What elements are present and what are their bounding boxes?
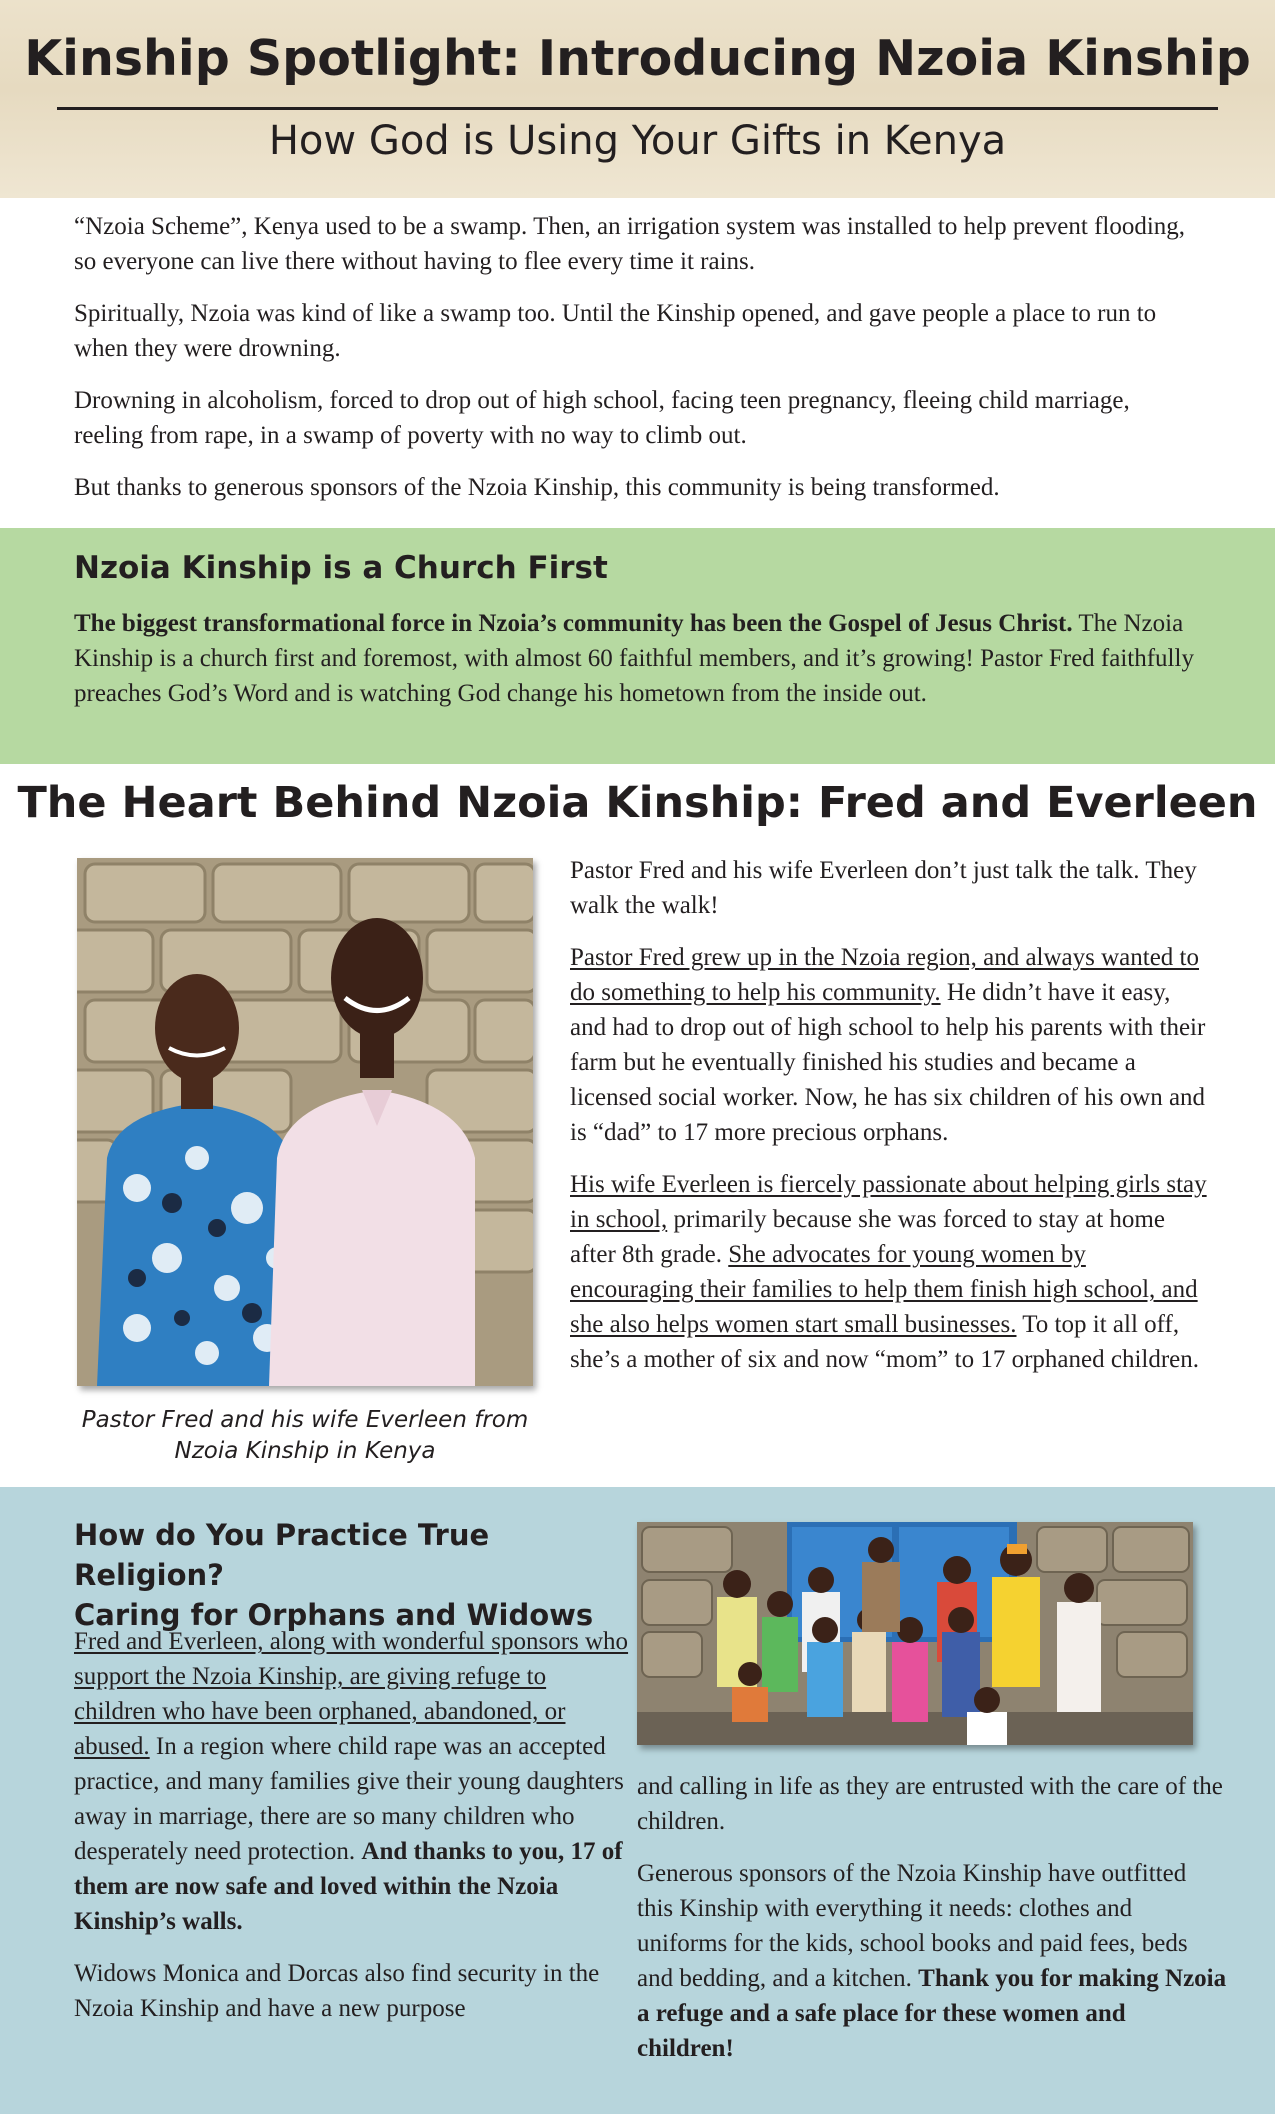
intro-paragraph-2: Spiritually, Nzoia was kind of like a swamp too. Until the Kinship opened, and gave people a place to run to when they were drowning.: [74, 300, 1157, 362]
widows-paragraph-continued: and calling in life as they are entrusted with the care of the children.: [637, 1773, 1223, 1835]
heart-section-title: The Heart Behind Nzoia Kinship: Fred and Everleen: [17, 778, 1258, 828]
title-divider: [57, 107, 1218, 110]
church-first-bold-lead: The biggest transformational force in Nzoia’s community has been the Gospel of Jesus Christ.: [74, 610, 1073, 637]
church-first-body: The Nzoia Kinship is a church first and foremost, with almost 60 faithful members, and it’s growing! Pastor Fred faithfully preaches God’s Word and is watching God change his hometown from the inside out.: [74, 610, 1194, 707]
header-banner: [0, 0, 1275, 198]
photo-caption: Pastor Fred and his wife Everleen from Nzoia Kinship in Kenya: [81, 1407, 529, 1464]
children-group-photo-art: [637, 1522, 1193, 1745]
heart-paragraph-3-underlined-2: She advocates for young women by encouraging their families to help them finish high school, and she also helps women start small businesses.: [570, 1241, 1198, 1338]
true-religion-heading-line-1: How do You Practice True Religion?: [74, 1518, 490, 1592]
fred-and-everleen-photo-art: [77, 858, 533, 1386]
true-religion-heading: [74, 1515, 634, 1635]
intro-paragraph-3: Drowning in alcoholism, forced to drop out of high school, facing teen pregnancy, fleeing child marriage, reeling from rape, in a swamp of poverty with no way to climb out.: [74, 387, 1130, 449]
heart-paragraph-3: [570, 1167, 1210, 1377]
heart-paragraph-2: [570, 940, 1210, 1150]
page-title: Kinship Spotlight: Introducing Nzoia Kinship: [24, 30, 1251, 87]
fred-and-everleen-photo: [77, 858, 533, 1386]
intro-paragraph-4: But thanks to generous sponsors of the Nzoia Kinship, this community is being transformed.: [74, 474, 1000, 501]
heart-paragraph-1: Pastor Fred and his wife Everleen don’t just talk the talk. They walk the walk!: [570, 857, 1197, 919]
church-first-paragraph: [74, 606, 1204, 711]
true-religion-section: [0, 1487, 1275, 2114]
true-religion-paragraph-1: [74, 1624, 634, 1939]
sponsors-paragraph: [637, 1856, 1227, 2066]
true-religion-heading-line-2: Caring for Orphans and Widows: [74, 1598, 594, 1632]
heart-section-body: [570, 853, 1210, 1394]
widows-paragraph: Widows Monica and Dorcas also find security in the Nzoia Kinship and have a new purpose: [74, 1960, 600, 2022]
sponsors-thank-you: Thank you for making Nzoia a refuge and a safe place for these women and children!: [637, 1965, 1227, 2062]
true-religion-bold: And thanks to you, 17 of them are now safe and loved within the Nzoia Kinship’s walls.: [74, 1838, 623, 1935]
true-religion-left-column: [74, 1624, 634, 2043]
true-religion-right-column: [637, 1769, 1227, 2083]
church-first-heading: Nzoia Kinship is a Church First: [74, 550, 608, 586]
sponsors-body: Generous sponsors of the Nzoia Kinship have outfitted this Kinship with everything it needs: clothes and uniforms for the kids, school books and paid fees, beds and bedding, and a kitchen.: [637, 1860, 1188, 1992]
children-group-photo: [637, 1522, 1193, 1745]
true-religion-underlined: Fred and Everleen, along with wonderful sponsors who support the Nzoia Kinship, are giving refuge to children who have been orphaned, abandoned, or abused.: [74, 1628, 629, 1760]
heart-paragraph-3-underlined-1: His wife Everleen is fiercely passionate about helping girls stay in school,: [570, 1171, 1207, 1233]
page-subtitle: How God is Using Your Gifts in Kenya: [268, 118, 1007, 164]
true-religion-body: In a region where child rape was an accepted practice, and many families give their young daughters away in marriage, there are so many children who desperately need protection.: [74, 1733, 624, 1865]
heart-paragraph-3-middle: primarily because she was forced to stay at home after 8th grade.: [570, 1206, 1165, 1268]
church-first-section: [0, 528, 1275, 764]
heart-paragraph-3-body: To top it all off, she’s a mother of six and now “mom” to 17 orphaned children.: [570, 1311, 1200, 1373]
intro-section: [74, 209, 1204, 522]
heart-paragraph-2-underlined: Pastor Fred grew up in the Nzoia region, and always wanted to do something to help his community.: [570, 944, 1200, 1006]
intro-paragraph-1: “Nzoia Scheme”, Kenya used to be a swamp. Then, an irrigation system was installed to help prevent flooding, so everyone can live there without having to flee every time it rains.: [74, 213, 1186, 275]
heart-paragraph-2-body: He didn’t have it easy, and had to drop out of high school to help his parents with their farm but he eventually finished his studies and became a licensed social worker. Now, he has six children of his own and is “dad” to 17 more precious orphans.: [570, 979, 1206, 1146]
